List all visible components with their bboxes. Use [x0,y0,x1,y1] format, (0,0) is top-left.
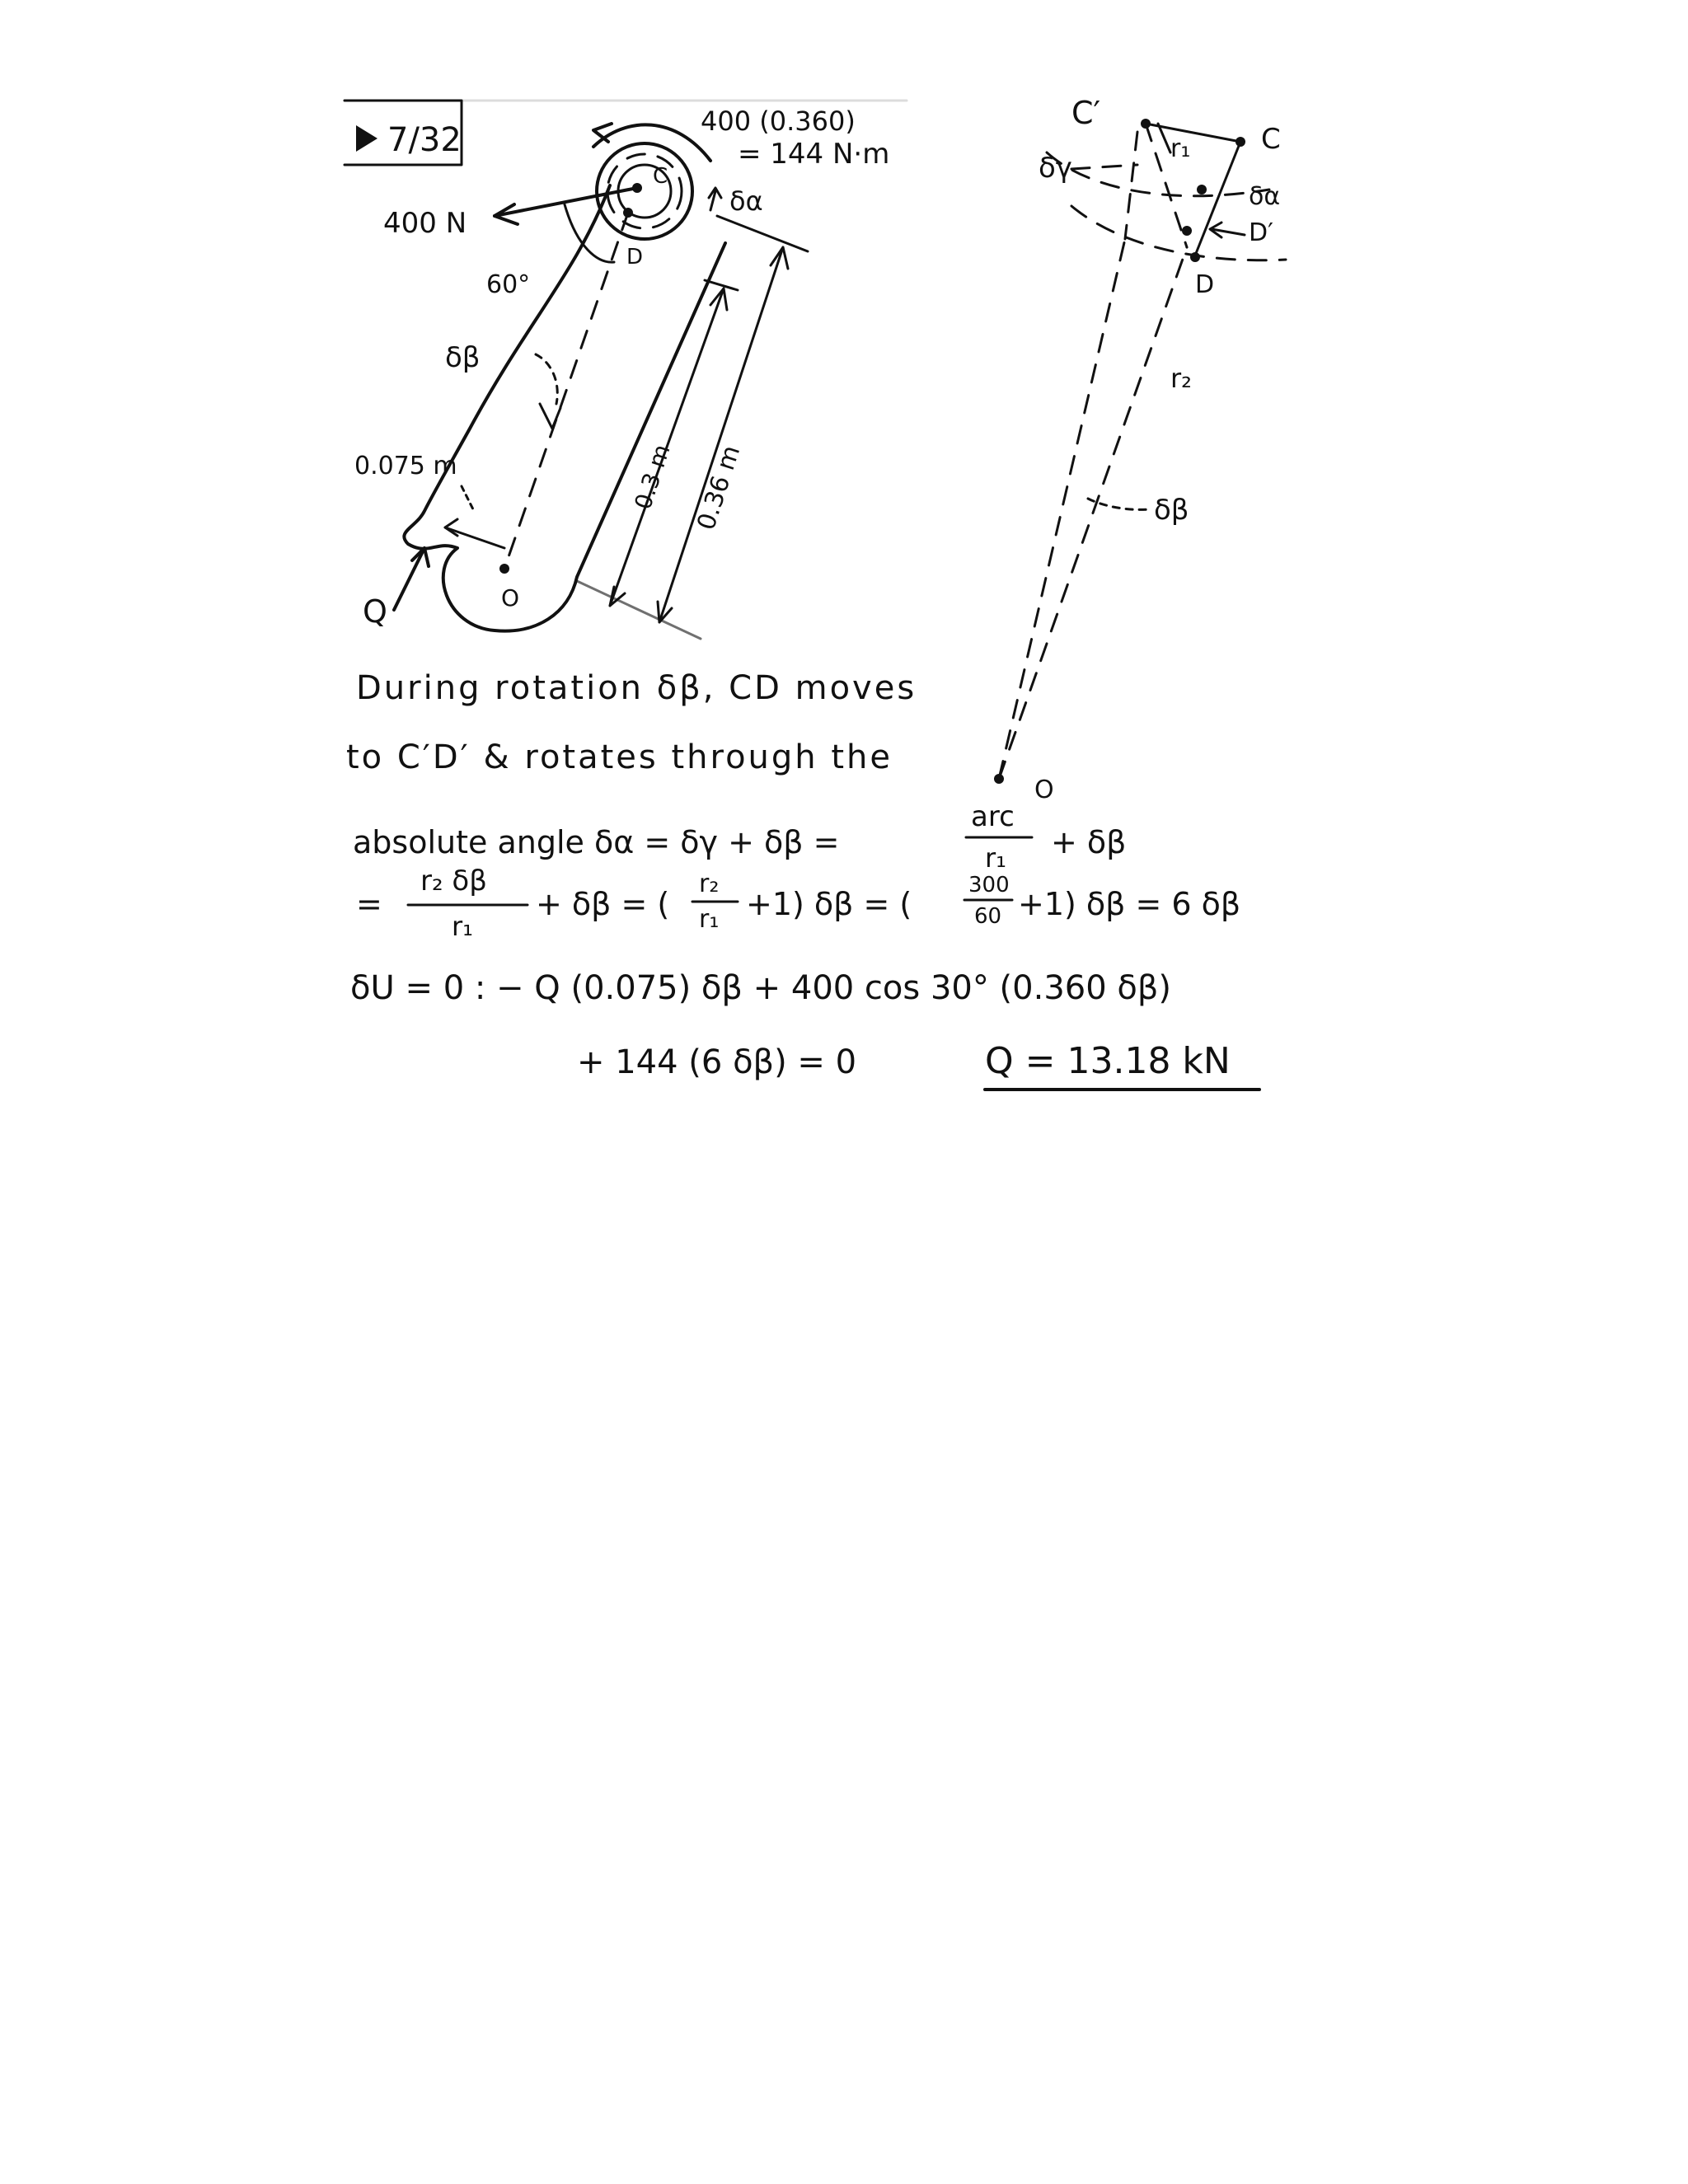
delta-gamma-label: δγ [1039,152,1072,185]
text-line-2: to C′D′ & rotates through the [346,738,893,776]
o-label: O [1034,776,1054,804]
line-4-frac1-num: r₂ δβ [420,865,487,898]
delta-alpha-label: δα [729,185,763,217]
line-4-eq: = [356,886,382,922]
text-line-3-prefix: absolute angle δα = δγ + δβ = [353,824,840,860]
left-figure [354,105,889,639]
d-prime-label: D′ [1249,218,1273,247]
line-3-fraction-den: r₁ [985,842,1006,874]
d-label: D [1195,270,1215,299]
r2-label: r₂ [1170,363,1192,394]
angle-label: 60° [486,270,531,299]
problem-number: 7/32 [387,121,462,159]
line-4-frac2-den: r₁ [699,905,720,934]
dim-small-label: 0.075 m [354,452,457,480]
line-4-frac1-den: r₁ [452,911,473,942]
dim-long-label: 0.36 m [692,442,747,534]
c-label: C [1261,123,1281,156]
moment-line-1: 400 (0.360) [701,105,856,137]
delta-alpha-right-label: δα [1249,182,1281,211]
delta-beta-right-label: δβ [1154,494,1189,527]
r1-label: r₁ [1170,134,1191,163]
c-prime-label: C′ [1071,95,1101,131]
load-label: Q [363,593,387,630]
point-c-label: C [653,164,668,189]
point-d-label: D [626,245,644,269]
line-4-mid-2: +1) δβ = ( [746,886,912,922]
solution-text [346,669,1259,1090]
answer: Q = 13.18 kN [985,1040,1231,1082]
text-line-6: + 144 (6 δβ) = 0 [577,1043,857,1081]
right-figure [994,95,1286,804]
point-o-label: O [501,584,520,612]
text-line-1: During rotation δβ, CD moves [356,669,917,707]
force-label: 400 N [383,207,467,240]
line-3-fraction-num: arc [971,800,1015,833]
line-4-end: +1) δβ = 6 δβ [1018,886,1241,922]
delta-beta-label: δβ [445,341,481,374]
text-line-3-suffix: + δβ [1051,824,1127,860]
line-4-frac3-den: 60 [974,904,1002,929]
line-4-frac3-num: 300 [968,873,1010,898]
play-triangle-icon [356,125,377,152]
line-4-mid-1: + δβ = ( [536,886,670,922]
text-line-5: δU = 0 : − Q (0.075) δβ + 400 cos 30° (0.360 δβ) [350,969,1171,1007]
moment-line-2: = 144 N·m [738,138,890,171]
line-4-frac2-num: r₂ [699,869,720,898]
dim-mid-label: 0.3 m [629,441,676,513]
